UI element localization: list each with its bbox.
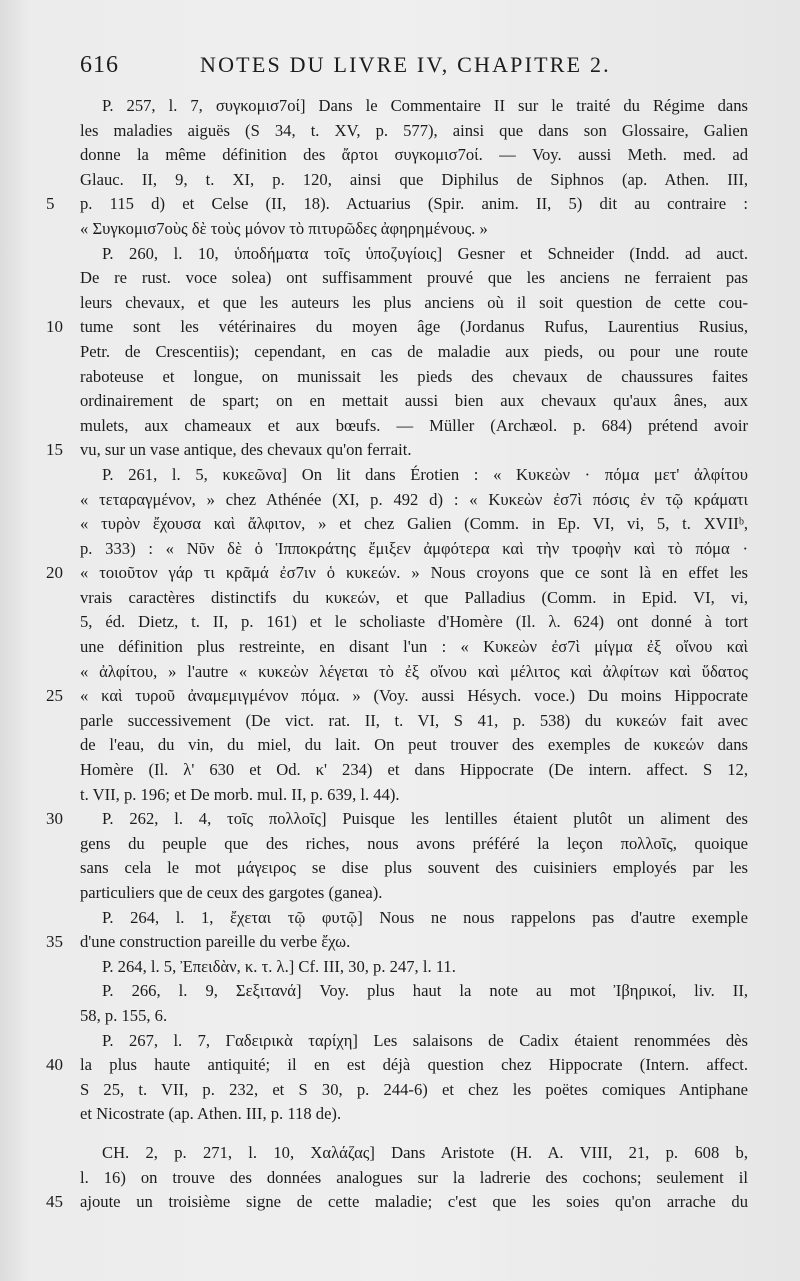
- line-number: 15: [46, 440, 63, 460]
- text-line: [80, 537, 748, 562]
- line-text: « τυρὸν ἔχουσα καὶ ἄλφιτον, » et chez Galien (Comm. in Ep. VI, vi, 5, t. XVIIᵇ,: [80, 514, 748, 534]
- line-text: P. 261, l. 5, κυκεῶνα] On lit dans Érotien : « Κυκεὼν · πόμα μετ' ἀλφίτου: [102, 464, 748, 484]
- line-text: P. 266, l. 9, Σεξιτανά] Voy. plus haut la note au mot Ἰβηρικοί, liv. II,: [102, 981, 748, 1001]
- text-line: [46, 1190, 748, 1215]
- text-line: [80, 733, 748, 758]
- line-text: « Συγκομισ7οὺς δὲ τοὺς μόνον τὸ πιτυρῶδες ἀφηρημένους. »: [80, 218, 488, 238]
- line-text: « ἀλφίτου, » l'autre « κυκεὼν λέγεται τὸ ἐξ οἴνου καὶ μέλιτος καὶ ἀλφίτων καὶ ὕδατος: [80, 661, 748, 681]
- line-text: tume sont les vétérinaires du moyen âge (Jordanus Rufus, Laurentius Rusius,: [80, 317, 748, 337]
- line-text: la plus haute antiquité; il en est déjà question chez Hippocrate (Intern. affect.: [80, 1055, 748, 1075]
- line-text: S 25, t. VII, p. 232, et S 30, p. 244-6) et chez les poëtes comiques Antiphane: [80, 1079, 748, 1099]
- text-line: [80, 610, 748, 635]
- text-line: [80, 1078, 748, 1103]
- text-line: [80, 340, 748, 365]
- line-text: Homère (Il. λ' 630 et Od. κ' 234) et dans Hippocrate (De intern. affect. S 12,: [80, 760, 748, 780]
- line-text: une définition plus restreinte, en disant l'un : « Κυκεὼν ἐσ7ὶ μίγμα ἐξ οἴνου καὶ: [80, 637, 748, 657]
- line-number: 25: [46, 686, 63, 706]
- line-text: t. VII, p. 196; et De morb. mul. II, p. 639, l. 44).: [80, 784, 400, 804]
- line-text: P. 264, l. 1, ἔχεται τῷ φυτῷ] Nous ne nous rappelons pas d'autre exemple: [102, 907, 748, 927]
- line-text: donne la même définition des ἄρτοι συγκομισ7οί. — Voy. aussi Meth. med. ad: [80, 145, 748, 165]
- text-line: [80, 856, 748, 881]
- line-text: De re rust. voce solea) ont suffisamment prouvé que les anciens ne ferraient pas: [80, 268, 748, 288]
- text-line: [46, 315, 748, 340]
- text-line: [80, 389, 748, 414]
- line-text: Petr. de Crescentiis); cependant, en cas de maladie aux pieds, ou pour une route: [80, 341, 748, 361]
- line-text: l. 16) on trouve des données analogues sur la ladrerie des cochons; seulement il: [80, 1167, 748, 1187]
- text-line: [80, 1141, 748, 1166]
- line-text: P. 267, l. 7, Γαδειρικὰ ταρίχη] Les salaisons de Cadix étaient renommées dès: [102, 1030, 748, 1050]
- line-text: parle successivement (De vict. rat. II, t. VI, S 41, p. 538) du κυκεών fait avec: [80, 710, 748, 730]
- text-line: [46, 1053, 748, 1078]
- line-text: mulets, aux chameaux et aux bœufs. — Müller (Archæol. p. 684) prétend avoir: [80, 415, 748, 435]
- line-text: d'une construction pareille du verbe ἔχω.: [80, 932, 351, 952]
- line-text: CH. 2, p. 271, l. 10, Χαλάζας] Dans Aristote (H. A. VIII, 21, p. 608 b,: [102, 1142, 748, 1162]
- line-text: et Nicostrate (ap. Athen. III, p. 118 de).: [80, 1104, 342, 1124]
- line-text: vu, sur un vase antique, des chevaux qu'on ferrait.: [80, 440, 412, 460]
- line-text: ajoute un troisième signe de cette maladie; c'est que les soies qu'on arrache du: [80, 1192, 748, 1212]
- line-number: 45: [46, 1192, 63, 1212]
- text-line: [80, 955, 748, 980]
- text-line: [46, 930, 748, 955]
- text-line: [80, 512, 748, 537]
- line-number: 20: [46, 563, 63, 583]
- line-number: 40: [46, 1055, 63, 1075]
- line-text: 58, p. 155, 6.: [80, 1005, 168, 1025]
- text-line: [80, 1029, 748, 1054]
- text-line: [80, 94, 748, 119]
- text-line: [46, 807, 748, 832]
- text-line: [80, 143, 748, 168]
- text-line: [80, 832, 748, 857]
- line-text: p. 115 d) et Celse (II, 18). Actuarius (Spir. anim. II, 5) dit au contraire :: [80, 194, 748, 214]
- line-text: vrais caractères distinctifs du κυκεών, et que Palladius (Comm. in Epid. VI, vi,: [80, 587, 748, 607]
- text-line: [80, 488, 748, 513]
- line-text: ordinairement de spart; on en mettait aussi bien aux chevaux qu'aux ânes, aux: [80, 391, 748, 411]
- line-text: de l'eau, du vin, du miel, du lait. On peut trouver des exemples de κυκεών dans: [80, 735, 748, 755]
- line-text: p. 333) : « Νῦν δὲ ὁ Ἱπποκράτης ἔμιξεν ἀμφότερα καὶ τὴν τροφὴν καὶ τὸ πόμα ·: [80, 538, 748, 558]
- line-text: « καὶ τυροῦ ἀναμεμιγμένον πόμα. » (Voy. aussi Hésych. voce.) Du moins Hippocrate: [80, 686, 748, 706]
- line-text: sans cela le mot μάγειρος se dise plus souvent des cuisiniers employés par les: [80, 858, 748, 878]
- line-number: 5: [46, 194, 55, 214]
- running-head: NOTES DU LIVRE IV, CHAPITRE 2.: [200, 52, 611, 77]
- line-text: raboteuse et longue, on munissait les pieds des chevaux de chaussures faites: [80, 366, 748, 386]
- text-line: [80, 217, 748, 242]
- line-text: « τοιοῦτον γάρ τι κρᾶμά ἐσ7ιν ὁ κυκεών. » Nous croyons que ce sont là en effet les: [80, 563, 748, 583]
- line-text: gens du peuple que des riches, nous avons préféré la leçon πολλοῖς, quoique: [80, 833, 748, 853]
- page-header: [80, 52, 780, 86]
- text-line: [80, 660, 748, 685]
- line-text: Glauc. II, 9, t. XI, p. 120, ainsi que Diphilus de Siphnos (ap. Athen. III,: [80, 169, 748, 189]
- text-line: [80, 1004, 748, 1029]
- section-gap: [80, 1127, 748, 1141]
- line-text: 5, éd. Dietz, t. II, p. 161) et le scholiaste d'Homère (Il. λ. 624) ont donné à tort: [80, 612, 748, 632]
- text-line: [46, 561, 748, 586]
- line-text: P. 264, l. 5, Ἐπειδὰν, κ. τ. λ.] Cf. III, 30, p. 247, l. 11.: [102, 956, 456, 976]
- text-line: [80, 414, 748, 439]
- line-text: « τεταραγμένον, » chez Athénée (XI, p. 492 d) : « Κυκεὼν ἐσ7ὶ πόσις ἐν τῷ κράματι: [80, 489, 748, 509]
- line-text: particuliers que de ceux des gargotes (ganea).: [80, 883, 383, 902]
- line-number: 30: [46, 809, 63, 829]
- line-text: P. 262, l. 4, τοῖς πολλοῖς] Puisque les lentilles étaient plutôt un aliment des: [102, 809, 748, 829]
- text-line: [80, 906, 748, 931]
- text-line: [80, 586, 748, 611]
- text-line: [80, 709, 748, 734]
- text-line: [80, 783, 748, 808]
- line-text: leurs chevaux, et que les auteurs les plus anciens où il soit question de cette cou-: [80, 292, 748, 312]
- text-line: [80, 365, 748, 390]
- text-line: [80, 979, 748, 1004]
- text-line: [46, 192, 748, 217]
- text-line: [80, 758, 748, 783]
- text-line: [46, 438, 748, 463]
- text-line: [80, 463, 748, 488]
- text-line: [80, 119, 748, 144]
- text-line: [80, 168, 748, 193]
- text-line: [80, 1166, 748, 1191]
- text-line: [80, 635, 748, 660]
- line-number: 10: [46, 317, 63, 337]
- line-text: les maladies aiguës (S 34, t. XV, p. 577), ainsi que dans son Glossaire, Galien: [80, 120, 748, 140]
- line-text: P. 260, l. 10, ὑποδήματα τοῖς ὑποζυγίοις] Gesner et Schneider (Indd. ad auct.: [102, 243, 748, 263]
- notes-body: [46, 94, 748, 1215]
- text-line: [80, 881, 748, 906]
- text-line: [80, 242, 748, 267]
- text-line: [80, 291, 748, 316]
- text-line: [80, 266, 748, 291]
- line-text: P. 257, l. 7, συγκομισ7οί] Dans le Commentaire II sur le traité du Régime dans: [102, 96, 748, 115]
- text-line: [80, 1102, 748, 1127]
- line-number: 35: [46, 932, 63, 952]
- page-number: 616: [80, 52, 119, 78]
- text-line: [46, 684, 748, 709]
